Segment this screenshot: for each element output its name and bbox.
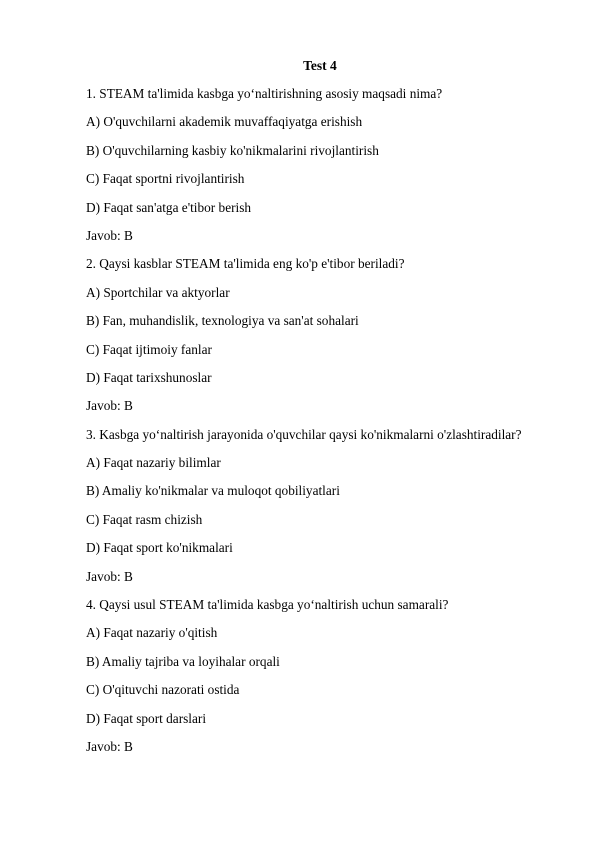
- answer-option-a: A) Sportchilar va aktyorlar: [86, 284, 230, 300]
- answer-option-d: D) Faqat san'atga e'tibor berish: [86, 199, 252, 215]
- question-block: [86, 85, 576, 255]
- question-block: [86, 426, 576, 596]
- answer-option-c: C) O'qituvchi nazorati ostida: [86, 682, 240, 698]
- correct-answer: Javob: B: [86, 227, 133, 243]
- question-text: 4. Qaysi usul STEAM ta'limida kasbga yo‘naltirish uchun samarali?: [86, 597, 449, 613]
- answer-option-b: B) Fan, muhandislik, texnologiya va san'at sohalari: [86, 313, 359, 329]
- answer-option-b: B) O'quvchilarning kasbiy ko'nikmalarini rivojlantirish: [86, 142, 379, 158]
- answer-option-a: A) Faqat nazariy bilimlar: [86, 455, 221, 471]
- answer-option-a: A) Faqat nazariy o'qitish: [86, 625, 218, 641]
- correct-answer: Javob: B: [86, 568, 133, 584]
- answer-option-b: B) Amaliy tajriba va loyihalar orqali: [86, 653, 280, 669]
- answer-option-d: D) Faqat sport ko'nikmalari: [86, 540, 233, 556]
- document-title: Test 4: [303, 58, 337, 73]
- question-block: [86, 255, 576, 425]
- question-text: 2. Qaysi kasblar STEAM ta'limida eng ko'p e'tibor beriladi?: [86, 256, 405, 272]
- answer-option-c: C) Faqat rasm chizish: [86, 511, 203, 527]
- answer-option-c: C) Faqat sportni rivojlantirish: [86, 171, 245, 187]
- answer-option-b: B) Amaliy ko'nikmalar va muloqot qobiliyatlari: [86, 483, 340, 499]
- answer-option-c: C) Faqat ijtimoiy fanlar: [86, 341, 212, 357]
- question-text: 3. Kasbga yo‘naltirish jarayonida o'quvchilar qaysi ko'nikmalarni o'zlashtiradilar?: [86, 426, 522, 442]
- correct-answer: Javob: B: [86, 738, 133, 754]
- question-text: 1. STEAM ta'limida kasbga yo‘naltirishning asosiy maqsadi nima?: [86, 86, 443, 101]
- answer-option-a: A) O'quvchilarni akademik muvaffaqiyatga erishish: [86, 114, 363, 130]
- document-body: [86, 85, 576, 766]
- answer-option-d: D) Faqat tarixshunoslar: [86, 369, 212, 385]
- question-block: [86, 596, 576, 766]
- answer-option-d: D) Faqat sport darslari: [86, 710, 207, 726]
- correct-answer: Javob: B: [86, 398, 133, 414]
